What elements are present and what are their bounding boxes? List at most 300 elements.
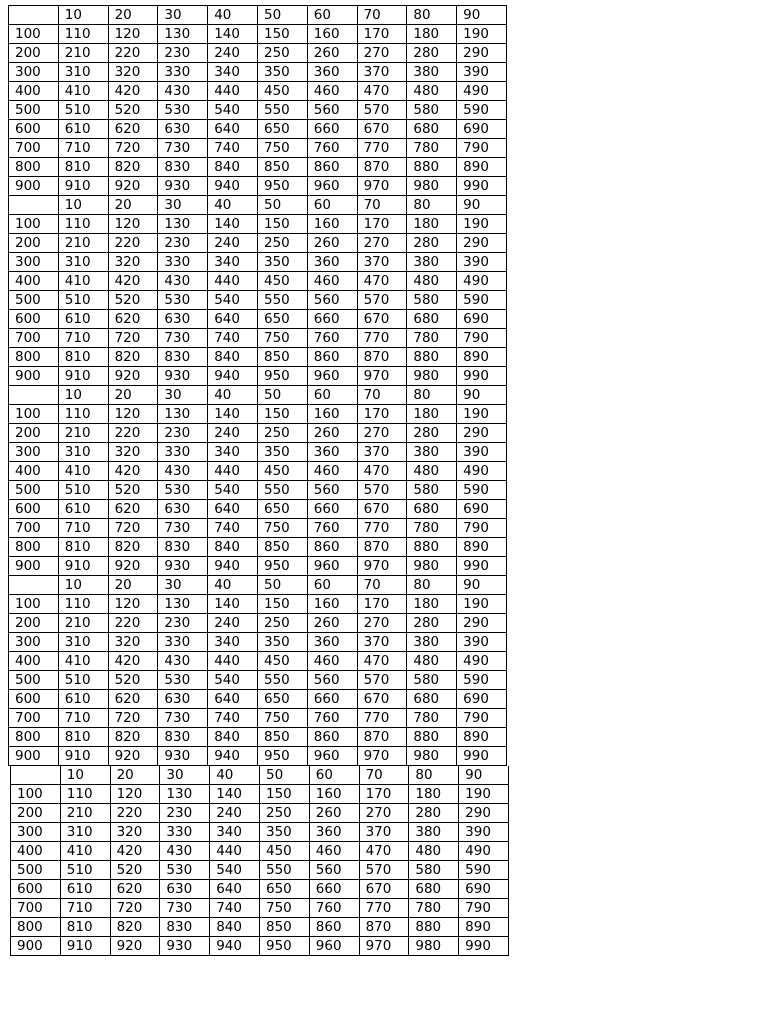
table-cell: 880	[407, 348, 457, 367]
table-header-cell	[9, 386, 59, 405]
table-header-row	[9, 196, 507, 215]
table-cell: 590	[457, 101, 507, 120]
table-row	[9, 614, 507, 633]
table-header-cell: 10	[58, 386, 108, 405]
table-cell: 540	[208, 481, 258, 500]
table-cell: 360	[307, 253, 357, 272]
table-cell: 660	[307, 500, 357, 519]
table-cell: 770	[357, 709, 407, 728]
table-cell: 480	[407, 652, 457, 671]
table-cell: 260	[307, 44, 357, 63]
table-cell: 620	[108, 690, 158, 709]
table-cell: 220	[110, 804, 160, 823]
table-cell: 300	[9, 633, 59, 652]
table-cell: 530	[158, 481, 208, 500]
table-cell: 420	[108, 82, 158, 101]
table-cell: 390	[459, 823, 509, 842]
table-cell: 400	[9, 652, 59, 671]
table-cell: 880	[407, 158, 457, 177]
table-cell: 570	[359, 861, 409, 880]
table-cell: 770	[357, 519, 407, 538]
table-cell: 800	[9, 728, 59, 747]
table-cell: 490	[457, 462, 507, 481]
table-cell: 910	[58, 177, 108, 196]
table-cell: 130	[158, 25, 208, 44]
table-cell: 160	[307, 215, 357, 234]
table-row	[11, 842, 509, 861]
table-cell: 850	[257, 158, 307, 177]
table-cell: 940	[208, 177, 258, 196]
table-cell: 350	[257, 443, 307, 462]
table-cell: 550	[257, 101, 307, 120]
table-cell: 490	[457, 652, 507, 671]
table-cell: 420	[108, 462, 158, 481]
table-cell: 450	[257, 652, 307, 671]
table-cell: 750	[257, 139, 307, 158]
table-row	[11, 918, 509, 937]
table-header-row	[9, 6, 507, 25]
table-cell: 100	[9, 595, 59, 614]
table-cell: 820	[108, 728, 158, 747]
table-cell: 540	[210, 861, 260, 880]
table-header-cell: 80	[407, 386, 457, 405]
table-cell: 600	[11, 880, 61, 899]
table-cell: 860	[307, 348, 357, 367]
table-cell: 220	[108, 614, 158, 633]
table-cell: 720	[108, 329, 158, 348]
table-row	[9, 177, 507, 196]
table-cell: 800	[9, 538, 59, 557]
table-cell: 720	[110, 899, 160, 918]
table-cell: 220	[108, 424, 158, 443]
table-cell: 430	[158, 272, 208, 291]
table-cell: 490	[457, 82, 507, 101]
table-cell: 850	[259, 918, 309, 937]
table-cell: 830	[158, 728, 208, 747]
table-cell: 360	[307, 633, 357, 652]
table-row	[9, 120, 507, 139]
table-cell: 960	[307, 557, 357, 576]
table-cell: 840	[208, 538, 258, 557]
table-cell: 780	[407, 709, 457, 728]
table-cell: 210	[58, 44, 108, 63]
table-row	[9, 671, 507, 690]
number-table	[8, 386, 507, 576]
table-cell: 730	[158, 709, 208, 728]
table-cell: 330	[158, 63, 208, 82]
table-cell: 370	[357, 633, 407, 652]
table-cell: 390	[457, 633, 507, 652]
table-cell: 760	[307, 709, 357, 728]
table-cell: 300	[9, 253, 59, 272]
table-cell: 690	[457, 500, 507, 519]
table-cell: 450	[257, 272, 307, 291]
table-cell: 770	[359, 899, 409, 918]
table-cell: 710	[60, 899, 110, 918]
table-header-cell: 30	[158, 386, 208, 405]
table-row	[9, 139, 507, 158]
table-cell: 530	[158, 101, 208, 120]
table-cell: 440	[208, 652, 258, 671]
table-cell: 170	[359, 785, 409, 804]
table-cell: 240	[208, 234, 258, 253]
table-cell: 900	[9, 747, 59, 766]
table-cell: 190	[459, 785, 509, 804]
table-cell: 100	[9, 405, 59, 424]
table-cell: 970	[357, 177, 407, 196]
table-cell: 440	[208, 462, 258, 481]
table-cell: 460	[309, 842, 359, 861]
table-cell: 340	[210, 823, 260, 842]
table-cell: 170	[357, 595, 407, 614]
table-cell: 630	[160, 880, 210, 899]
table-cell: 660	[307, 310, 357, 329]
table-cell: 650	[257, 120, 307, 139]
table-cell: 400	[9, 82, 59, 101]
table-cell: 460	[307, 462, 357, 481]
table-cell: 810	[58, 158, 108, 177]
table-cell: 580	[409, 861, 459, 880]
table-cell: 730	[160, 899, 210, 918]
table-cell: 520	[108, 101, 158, 120]
table-cell: 250	[259, 804, 309, 823]
table-cell: 810	[58, 728, 108, 747]
table-cell: 700	[11, 899, 61, 918]
table-cell: 270	[357, 44, 407, 63]
table-header-cell: 80	[407, 196, 457, 215]
table-cell: 810	[58, 348, 108, 367]
table-header-cell	[9, 196, 59, 215]
table-cell: 340	[208, 253, 258, 272]
table-cell: 230	[158, 44, 208, 63]
table-cell: 330	[160, 823, 210, 842]
table-header-cell: 70	[357, 386, 407, 405]
table-cell: 780	[407, 329, 457, 348]
table-cell: 150	[257, 215, 307, 234]
table-row	[9, 234, 507, 253]
table-cell: 230	[158, 234, 208, 253]
table-cell: 590	[459, 861, 509, 880]
table-row	[9, 82, 507, 101]
table-cell: 890	[457, 728, 507, 747]
table-cell: 650	[257, 500, 307, 519]
table-cell: 740	[208, 519, 258, 538]
table-cell: 650	[257, 690, 307, 709]
table-cell: 220	[108, 234, 158, 253]
table-cell: 200	[9, 614, 59, 633]
table-cell: 120	[108, 215, 158, 234]
table-cell: 510	[58, 291, 108, 310]
table-cell: 200	[11, 804, 61, 823]
table-header-cell: 60	[309, 766, 359, 785]
table-cell: 420	[110, 842, 160, 861]
table-cell: 330	[158, 633, 208, 652]
table-cell: 620	[108, 120, 158, 139]
table-cell: 780	[407, 139, 457, 158]
table-row	[9, 44, 507, 63]
table-cell: 910	[58, 557, 108, 576]
table-row	[9, 253, 507, 272]
table-cell: 310	[60, 823, 110, 842]
table-cell: 290	[457, 234, 507, 253]
table-header-cell: 50	[257, 6, 307, 25]
table-row	[11, 937, 509, 956]
table-row	[9, 747, 507, 766]
table-cell: 840	[210, 918, 260, 937]
table-cell: 810	[58, 538, 108, 557]
table-cell: 500	[9, 481, 59, 500]
table-header-cell: 40	[210, 766, 260, 785]
table-cell: 750	[257, 519, 307, 538]
table-header-cell: 90	[457, 576, 507, 595]
table-cell: 140	[208, 595, 258, 614]
table-cell: 300	[9, 443, 59, 462]
table-cell: 630	[158, 310, 208, 329]
table-cell: 930	[158, 557, 208, 576]
table-cell: 180	[407, 595, 457, 614]
table-cell: 370	[357, 253, 407, 272]
table-cell: 740	[210, 899, 260, 918]
table-cell: 600	[9, 500, 59, 519]
table-cell: 800	[9, 158, 59, 177]
table-cell: 850	[257, 538, 307, 557]
table-cell: 840	[208, 348, 258, 367]
table-cell: 360	[309, 823, 359, 842]
table-cell: 380	[409, 823, 459, 842]
table-cell: 850	[257, 348, 307, 367]
table-cell: 470	[357, 272, 407, 291]
table-cell: 380	[407, 443, 457, 462]
table-cell: 130	[160, 785, 210, 804]
table-cell: 190	[457, 25, 507, 44]
table-header-row	[9, 386, 507, 405]
table-cell: 190	[457, 595, 507, 614]
table-cell: 290	[459, 804, 509, 823]
table-row	[11, 804, 509, 823]
table-cell: 670	[357, 310, 407, 329]
table-cell: 680	[409, 880, 459, 899]
table-cell: 580	[407, 481, 457, 500]
table-cell: 610	[58, 500, 108, 519]
table-cell: 820	[108, 348, 158, 367]
table-cell: 580	[407, 671, 457, 690]
table-cell: 310	[58, 253, 108, 272]
table-cell: 440	[208, 272, 258, 291]
table-cell: 690	[459, 880, 509, 899]
table-cell: 600	[9, 310, 59, 329]
table-cell: 590	[457, 481, 507, 500]
table-cell: 260	[307, 614, 357, 633]
table-cell: 600	[9, 690, 59, 709]
table-cell: 400	[11, 842, 61, 861]
table-cell: 610	[58, 120, 108, 139]
table-header-cell: 20	[110, 766, 160, 785]
table-cell: 860	[309, 918, 359, 937]
table-header-cell: 30	[158, 576, 208, 595]
table-cell: 500	[9, 101, 59, 120]
table-cell: 760	[307, 519, 357, 538]
table-cell: 250	[257, 44, 307, 63]
table-cell: 130	[158, 405, 208, 424]
table-header-cell	[9, 6, 59, 25]
table-cell: 780	[409, 899, 459, 918]
table-cell: 580	[407, 291, 457, 310]
table-cell: 410	[58, 462, 108, 481]
table-cell: 520	[110, 861, 160, 880]
table-cell: 410	[60, 842, 110, 861]
table-cell: 360	[307, 63, 357, 82]
table-cell: 940	[208, 367, 258, 386]
table-cell: 990	[457, 177, 507, 196]
table-cell: 980	[407, 367, 457, 386]
table-row	[9, 500, 507, 519]
table-cell: 830	[160, 918, 210, 937]
table-cell: 640	[210, 880, 260, 899]
table-cell: 160	[307, 595, 357, 614]
table-row	[9, 709, 507, 728]
table-cell: 610	[58, 310, 108, 329]
table-cell: 620	[108, 500, 158, 519]
table-row	[11, 785, 509, 804]
table-cell: 320	[108, 633, 158, 652]
table-cell: 560	[307, 481, 357, 500]
table-cell: 680	[407, 310, 457, 329]
table-cell: 720	[108, 139, 158, 158]
table-cell: 390	[457, 63, 507, 82]
table-cell: 300	[9, 63, 59, 82]
table-cell: 440	[208, 82, 258, 101]
table-cell: 250	[257, 424, 307, 443]
table-cell: 790	[457, 519, 507, 538]
table-cell: 270	[359, 804, 409, 823]
table-cell: 340	[208, 63, 258, 82]
table-cell: 120	[108, 595, 158, 614]
table-cell: 170	[357, 405, 407, 424]
table-cell: 170	[357, 215, 407, 234]
table-header-row	[9, 576, 507, 595]
table-cell: 370	[357, 63, 407, 82]
table-cell: 680	[407, 120, 457, 139]
table-cell: 300	[11, 823, 61, 842]
table-cell: 950	[257, 747, 307, 766]
table-cell: 440	[210, 842, 260, 861]
table-cell: 940	[208, 557, 258, 576]
table-cell: 430	[160, 842, 210, 861]
table-cell: 160	[307, 405, 357, 424]
table-row	[9, 367, 507, 386]
table-cell: 350	[257, 63, 307, 82]
table-cell: 460	[307, 82, 357, 101]
table-cell: 290	[457, 614, 507, 633]
table-cell: 200	[9, 44, 59, 63]
table-header-cell: 70	[359, 766, 409, 785]
table-cell: 580	[407, 101, 457, 120]
table-header-cell: 40	[208, 386, 258, 405]
table-row	[9, 101, 507, 120]
table-cell: 960	[307, 177, 357, 196]
table-cell: 280	[407, 424, 457, 443]
table-header-cell: 30	[158, 196, 208, 215]
table-cell: 210	[58, 234, 108, 253]
table-cell: 210	[58, 614, 108, 633]
table-row	[11, 899, 509, 918]
table-cell: 900	[11, 937, 61, 956]
table-cell: 950	[257, 177, 307, 196]
table-cell: 270	[357, 614, 407, 633]
table-cell: 740	[208, 709, 258, 728]
table-cell: 410	[58, 272, 108, 291]
table-cell: 280	[409, 804, 459, 823]
table-cell: 310	[58, 63, 108, 82]
table-cell: 400	[9, 462, 59, 481]
table-cell: 210	[60, 804, 110, 823]
table-cell: 240	[208, 614, 258, 633]
table-cell: 190	[457, 405, 507, 424]
table-header-cell: 30	[158, 6, 208, 25]
table-cell: 700	[9, 329, 59, 348]
table-header-cell: 70	[357, 6, 407, 25]
table-cell: 200	[9, 234, 59, 253]
table-cell: 230	[160, 804, 210, 823]
table-cell: 810	[60, 918, 110, 937]
table-cell: 150	[257, 595, 307, 614]
table-cell: 840	[208, 728, 258, 747]
table-cell: 620	[110, 880, 160, 899]
table-cell: 570	[357, 481, 407, 500]
table-cell: 240	[208, 424, 258, 443]
table-cell: 510	[58, 671, 108, 690]
table-cell: 590	[457, 291, 507, 310]
table-cell: 640	[208, 120, 258, 139]
table-cell: 610	[58, 690, 108, 709]
number-table	[8, 196, 507, 386]
table-cell: 750	[257, 329, 307, 348]
table-cell: 370	[359, 823, 409, 842]
table-cell: 450	[257, 462, 307, 481]
table-cell: 900	[9, 557, 59, 576]
table-cell: 540	[208, 101, 258, 120]
table-cell: 420	[108, 652, 158, 671]
table-cell: 280	[407, 614, 457, 633]
table-cell: 860	[307, 728, 357, 747]
table-cell: 400	[9, 272, 59, 291]
table-cell: 480	[407, 272, 457, 291]
table-cell: 650	[259, 880, 309, 899]
table-cell: 930	[158, 367, 208, 386]
table-cell: 670	[357, 500, 407, 519]
table-cell: 960	[307, 367, 357, 386]
table-row	[11, 861, 509, 880]
table-cell: 930	[160, 937, 210, 956]
table-cell: 230	[158, 614, 208, 633]
table-cell: 720	[108, 519, 158, 538]
table-cell: 730	[158, 139, 208, 158]
table-cell: 350	[257, 633, 307, 652]
table-cell: 830	[158, 348, 208, 367]
table-header-cell: 20	[108, 386, 158, 405]
table-cell: 260	[309, 804, 359, 823]
table-row	[9, 63, 507, 82]
table-cell: 250	[257, 614, 307, 633]
table-cell: 130	[158, 215, 208, 234]
table-header-cell: 40	[208, 6, 258, 25]
table-cell: 980	[407, 747, 457, 766]
table-cell: 860	[307, 158, 357, 177]
table-cell: 650	[257, 310, 307, 329]
table-cell: 690	[457, 310, 507, 329]
table-cell: 940	[208, 747, 258, 766]
table-row	[9, 272, 507, 291]
